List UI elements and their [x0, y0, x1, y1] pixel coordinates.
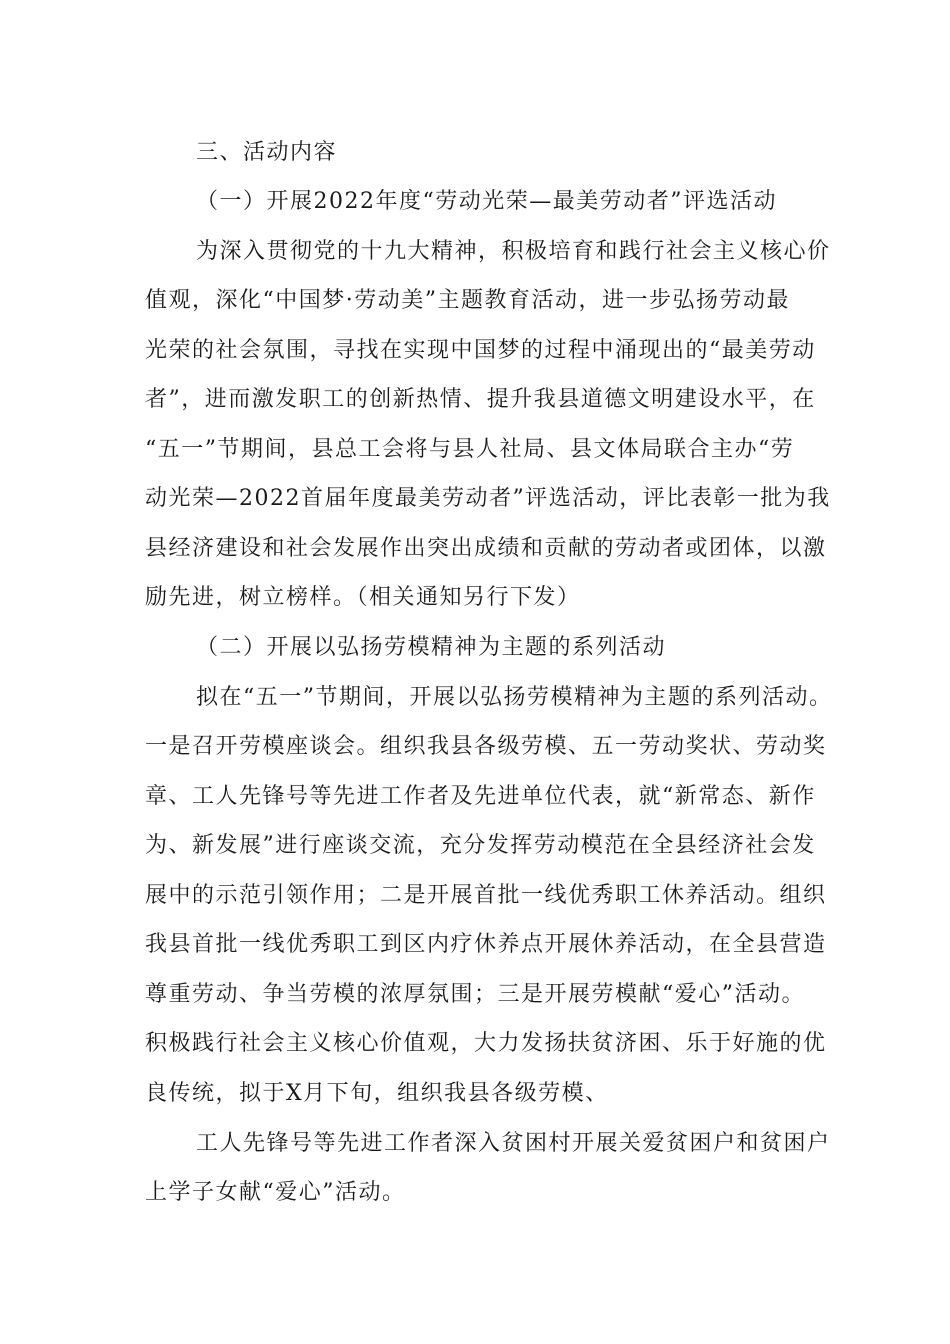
item1-body-line: 值观，深化“中国梦·劳动美”主题教育活动，进一步弘扬劳动最	[145, 288, 790, 313]
item2-body-line: 积极践行社会主义核心价值观，大力发扬扶贫济困、乐于好施的优	[145, 1031, 827, 1056]
item2-body-line: 拟在“五一”节期间，开展以弘扬劳模精神为主题的系列活动。	[196, 685, 833, 710]
item2-body-line: 良传统，拟于X月下旬，组织我县各级劳模、	[145, 1081, 609, 1106]
item2-body-line: 我县首批一线优秀职工到区内疗休养点开展休养活动，在全县营造	[145, 932, 827, 957]
item2-body-line: 展中的示范引领作用；二是开展首批一线优秀职工休养活动。组织	[145, 883, 827, 908]
item1-heading: （一）开展2022年度“劳动光荣—最美劳动者”评选活动	[196, 189, 777, 214]
item2-continuation-line: 工人先锋号等先进工作者深入贫困村开展关爱贫困户和贫困户	[196, 1131, 831, 1156]
item2-body-line: 尊重劳动、争当劳模的浓厚氛围；三是开展劳模献“爱心”活动。	[145, 982, 805, 1007]
item1-body-line: 励先进，树立榜样。（相关通知另行下发）	[145, 585, 581, 610]
item1-body-line: “五一”节期间，县总工会将与县人社局、县文体局联合主办“劳	[145, 437, 795, 462]
item1-body-line: 动光荣—2022首届年度最美劳动者”评选活动，评比表彰一批为我	[145, 486, 831, 511]
item2-body-line: 章、工人先锋号等先进工作者及先进单位代表，就“新常态、新作	[145, 784, 816, 809]
item2-continuation-line: 上学子女献“爱心”活动。	[145, 1180, 406, 1205]
item2-body-line: 为、新发展”进行座谈交流，充分发挥劳动模范在全县经济社会发	[145, 833, 816, 858]
section-heading: 三、活动内容	[196, 140, 338, 165]
item1-body-line: 为深入贯彻党的十九大精神，积极培育和践行社会主义核心价	[196, 239, 831, 264]
item1-body-line: 光荣的社会氛围，寻找在实现中国梦的过程中涌现出的“最美劳动	[145, 338, 816, 363]
item1-body-line: 者”，进而激发职工的创新热情、提升我县道德文明建设水平，在	[145, 387, 816, 412]
item2-body-line: 一是召开劳模座谈会。组织我县各级劳模、五一劳动奖状、劳动奖	[145, 734, 827, 759]
item1-body-line: 县经济建设和社会发展作出突出成绩和贡献的劳动者或团体，以激	[145, 536, 827, 561]
item2-heading: （二）开展以弘扬劳模精神为主题的系列活动	[196, 635, 667, 660]
